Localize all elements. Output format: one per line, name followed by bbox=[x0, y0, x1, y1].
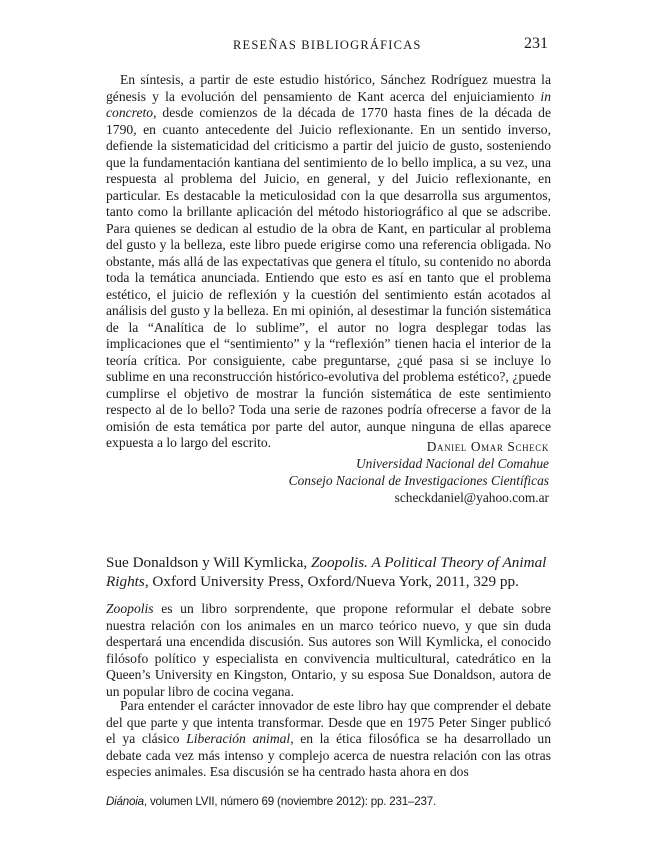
running-head: RESEÑAS BIBLIOGRÁFICAS bbox=[233, 38, 422, 52]
footer-citation: , volumen LVII, número 69 (noviembre 2012): pp. 231–237. bbox=[143, 795, 437, 808]
review2-p2-text-a: Para entender el carácter innovador de este libro hay que comprender el debate del que parte y que intenta transformar. Desde que en 1975 Peter Singer publicó el ya clásico bbox=[106, 698, 551, 746]
review2-paragraph-2 bbox=[106, 698, 551, 781]
review2-title bbox=[106, 553, 551, 591]
author-name: Daniel Omar Scheck bbox=[426, 439, 549, 454]
footer-journal: Diánoia bbox=[106, 795, 144, 808]
review1-text-a: En síntesis, a partir de este estudio histórico, Sánchez Rodríguez muestra la génesis y la evolución del pensamiento de Kant acerca del enjuiciamiento bbox=[106, 72, 551, 104]
review2-p1-italic: Zoopolis bbox=[106, 601, 154, 616]
review1-paragraph bbox=[106, 72, 551, 452]
review2-title-publisher: , Oxford University Press, Oxford/Nueva York, 2011, 329 pp. bbox=[144, 573, 519, 590]
page-footer bbox=[106, 795, 436, 808]
review2-paragraph-1 bbox=[106, 601, 551, 700]
review2-p2-italic: Liberación animal bbox=[186, 731, 291, 746]
review2-title-book: Zoopolis. A Political Theory of Animal Rights bbox=[106, 554, 547, 590]
review1-italic-term: in concreto bbox=[106, 88, 551, 120]
review1-signature bbox=[289, 438, 549, 506]
review2-title-authors: Sue Donaldson y Will Kymlicka, bbox=[106, 554, 311, 571]
page-number: 231 bbox=[524, 35, 548, 52]
author-email: scheckdaniel@yahoo.com.ar bbox=[394, 490, 549, 505]
author-institution-2: Consejo Nacional de Investigaciones Científicas bbox=[288, 473, 549, 488]
review2-p2-text-b: , en la ética filosófica se ha desarrollado un debate cada vez más intenso y complejo acerca de nuestra relación con las otras especies animales. Esa discusión se ha centrado hasta ahora en dos bbox=[106, 731, 551, 779]
author-institution-1: Universidad Nacional del Comahue bbox=[355, 456, 549, 471]
review2-p1-text: es un libro sorprendente, que propone reformular el debate sobre nuestra relación con los animales en un marco teórico nuevo, y que sin duda despertará una encendida discusión. Sus autores son Will Kymlicka, el conocido filósofo político y especialista en convivencia multicultural, catedrático en la Queen’s University en Kingston, Ontario, y su esposa Sue Donaldson, autora de un popular libro de cocina vegana. bbox=[106, 601, 551, 699]
review1-text-b: , desde comienzos de la década de 1770 hasta fines de la década de 1790, en cuanto antecedente del Juicio reflexionante. En un sentido inverso, defiende la sistematicidad del criticismo a partir del juicio de gusto, sosteniendo que la fundamentación kantiana del sentimiento de lo bello implica, a su vez, una respuesta al problema del Juicio, en general, y del Juicio reflexionante, en particular. Es destacable la meticulosidad con la que desarrolla sus argumentos, tanto como la brillante aplicación del método historiográfico al que se adscribe. Para quienes se dedican al estudio de la obra de Kant, en particular al problema del gusto y la belleza, este libro puede erigirse como una referencia obligada. No obstante, más allá de las expectativas que genera el título, su contenido no aborda toda la temática anunciada. Entiendo que esto es así en tanto que el problema estético, el juicio de reflexión y la cuestión del sentimiento están acotados al análisis del gusto y la belleza. En mi opinión, al desestimar la función sistemática de la “Analítica de lo sublime”, el autor no logra desplegar todas las implicaciones que el “sentimiento” y la “reflexión” tienen hacia el interior de la teoría crítica. Por consiguiente, cabe preguntarse, ¿qué pasa si se incluye lo sublime en una reconstrucción histórico-evolutiva del problema estético?, ¿puede cumplirse el objetivo de mostrar la función sistemática de este sentimiento respecto al de lo bello? Toda una serie de razones podría ofrecerse a favor de la omisión de esta temática por parte del autor, aunque ninguna de ellas aparece expuesta a lo largo del escrito. bbox=[106, 105, 551, 450]
